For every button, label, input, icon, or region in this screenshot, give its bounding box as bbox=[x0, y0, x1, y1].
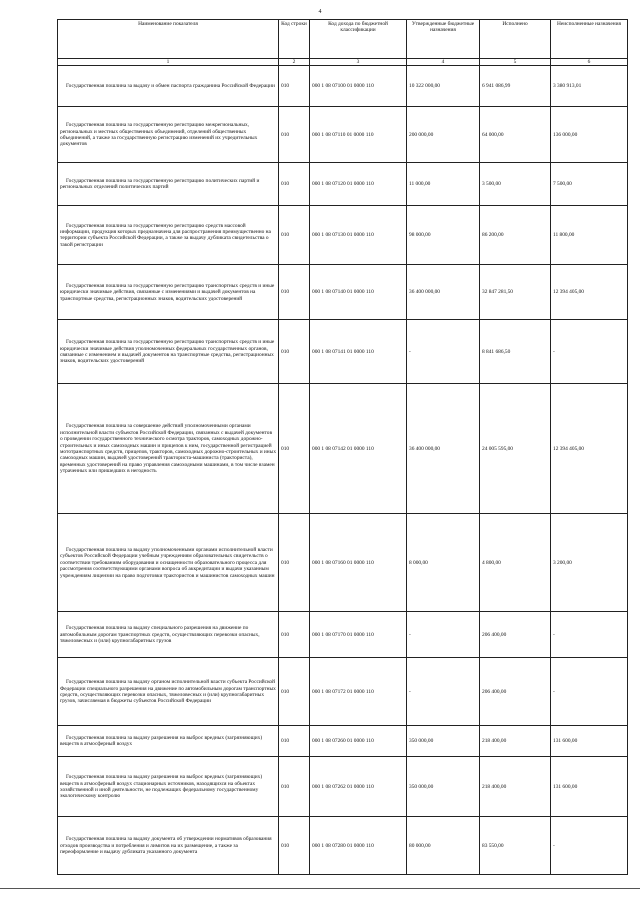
column-index: 3 bbox=[310, 59, 407, 66]
budget-execution-table bbox=[57, 19, 628, 875]
row-income-code: 000 1 08 07172 01 0000 110 bbox=[310, 658, 407, 726]
column-index: 4 bbox=[407, 59, 480, 66]
row-name: Государственная пошлина за выдачу и обмен паспорта гражданина Российской Федерации bbox=[58, 66, 279, 107]
table-row bbox=[58, 265, 628, 320]
row-income-code: 000 1 08 07110 01 0000 110 bbox=[310, 107, 407, 163]
row-remaining: - bbox=[551, 658, 628, 726]
row-approved: 11 000,00 bbox=[407, 163, 480, 206]
row-executed: 206 400,00 bbox=[480, 612, 551, 658]
row-name: Государственная пошлина за выдачу органом исполнительной власти субъекта Российской Федерации специального разрешения на движение по автомобильным дорогам транспортных средств, осуществляющих перевозки опасных, тяжеловесных и (или) крупногабаритных грузов, зачисляемая в бюджеты субъектов Российской Федерации bbox=[58, 658, 279, 726]
row-remaining: 3 380 913,01 bbox=[551, 66, 628, 107]
row-name: Государственная пошлина за государственную регистрацию средств массовой информации, продукция которых предназначена для распространения преимущественно на территории субъекта Российской Федерации, а также за выдачу дубликата свидетельства о такой регистрации bbox=[58, 206, 279, 265]
table-row bbox=[58, 817, 628, 875]
row-approved: 80 000,00 bbox=[407, 817, 480, 875]
row-name: Государственная пошлина за выдачу уполномоченными органами исполнительной власти субъектов Российской Федерации учебным учреждениям образовательных свидетельств о соответствии требованиям оборудования и оснащенности образовательного процесса для рассмотрения соответствующими органами вопроса об аккредитации и выдачи указанным учреждениям лицензии на право подготовки трактористов и машинистов самоходных машин bbox=[58, 514, 279, 612]
column-header-remaining: Неисполненные назначения bbox=[551, 20, 628, 59]
table-row bbox=[58, 612, 628, 658]
row-remaining: 12 394 405,00 bbox=[551, 265, 628, 320]
row-line-code: 010 bbox=[279, 107, 310, 163]
row-income-code: 000 1 08 07280 01 0000 110 bbox=[310, 817, 407, 875]
row-name: Государственная пошлина за выдачу разрешения на выброс вредных (загрязняющих) веществ в атмосферный воздух стационарных источников, находящихся на объектах хозяйственной и иной деятельности, не подлежащих федеральному государственному экологическому контролю bbox=[58, 757, 279, 817]
row-executed: 4 800,00 bbox=[480, 514, 551, 612]
row-line-code: 010 bbox=[279, 817, 310, 875]
table-row bbox=[58, 726, 628, 757]
table-row bbox=[58, 66, 628, 107]
row-approved: 350 000,00 bbox=[407, 726, 480, 757]
row-income-code: 000 1 08 07160 01 0000 110 bbox=[310, 514, 407, 612]
column-index: 5 bbox=[480, 59, 551, 66]
row-line-code: 010 bbox=[279, 320, 310, 384]
bottom-divider bbox=[0, 888, 640, 889]
row-executed: 83 550,00 bbox=[480, 817, 551, 875]
column-header-approved: Утвержденные бюджетные назначения bbox=[407, 20, 480, 59]
row-income-code: 000 1 08 07140 01 0000 110 bbox=[310, 265, 407, 320]
row-line-code: 010 bbox=[279, 265, 310, 320]
row-line-code: 010 bbox=[279, 658, 310, 726]
column-index-row bbox=[58, 59, 628, 66]
column-header-income-code: Код дохода по бюджетной классификации bbox=[310, 20, 407, 59]
column-index: 6 bbox=[551, 59, 628, 66]
row-executed: 6 941 086,99 bbox=[480, 66, 551, 107]
row-line-code: 010 bbox=[279, 726, 310, 757]
row-remaining: 131 600,00 bbox=[551, 726, 628, 757]
row-name: Государственная пошлина за выдачу документа об утверждении нормативов образования отходов производства и потребления и лимитов на их размещение, а также за переоформление и выдачу дубликата указанного документа bbox=[58, 817, 279, 875]
row-line-code: 010 bbox=[279, 612, 310, 658]
row-executed: 218 400,00 bbox=[480, 757, 551, 817]
row-remaining: 7 500,00 bbox=[551, 163, 628, 206]
table-row bbox=[58, 658, 628, 726]
row-approved: - bbox=[407, 658, 480, 726]
row-remaining: - bbox=[551, 320, 628, 384]
row-remaining: - bbox=[551, 817, 628, 875]
row-approved: - bbox=[407, 320, 480, 384]
row-income-code: 000 1 08 07141 01 0000 110 bbox=[310, 320, 407, 384]
row-executed: 24 005 595,00 bbox=[480, 384, 551, 514]
row-income-code: 000 1 08 07142 01 0000 110 bbox=[310, 384, 407, 514]
row-name: Государственная пошлина за выдачу специального разрешения на движение по автомобильным дорогам транспортных средств, осуществляющих перевозки опасных, тяжеловесных и (или) крупногабаритных грузов bbox=[58, 612, 279, 658]
table-row bbox=[58, 757, 628, 817]
row-name: Государственная пошлина за государственную регистрацию транспортных средств и иные юридически значимые действия, связанные с изменениями и выдачей документов на транспортные средства, регистрационных знаков, водительских удостоверений bbox=[58, 265, 279, 320]
row-approved: 10 322 000,00 bbox=[407, 66, 480, 107]
table-body bbox=[58, 66, 628, 875]
row-income-code: 000 1 08 07262 01 0000 110 bbox=[310, 757, 407, 817]
table-row bbox=[58, 206, 628, 265]
page-number: 4 bbox=[318, 9, 322, 15]
table-row bbox=[58, 163, 628, 206]
row-approved: 36 400 000,00 bbox=[407, 265, 480, 320]
row-line-code: 010 bbox=[279, 514, 310, 612]
row-approved: 8 000,00 bbox=[407, 514, 480, 612]
row-name: Государственная пошлина за государственную регистрацию межрегиональных, региональных и местных общественных объединений, отделений общественных объединений, а также за государственную регистрацию изменений их учредительных документов bbox=[58, 107, 279, 163]
row-line-code: 010 bbox=[279, 206, 310, 265]
row-line-code: 010 bbox=[279, 163, 310, 206]
row-executed: 64 000,00 bbox=[480, 107, 551, 163]
table-header-row bbox=[58, 20, 628, 59]
table-row bbox=[58, 107, 628, 163]
row-approved: - bbox=[407, 612, 480, 658]
row-income-code: 000 1 08 07170 01 0000 110 bbox=[310, 612, 407, 658]
row-executed: 206 400,00 bbox=[480, 658, 551, 726]
row-line-code: 010 bbox=[279, 757, 310, 817]
row-executed: 86 200,00 bbox=[480, 206, 551, 265]
row-income-code: 000 1 08 07100 01 0000 110 bbox=[310, 66, 407, 107]
row-approved: 200 000,00 bbox=[407, 107, 480, 163]
row-remaining: 3 200,00 bbox=[551, 514, 628, 612]
row-name: Государственная пошлина за выдачу разрешения на выброс вредных (загрязняющих) веществ в атмосферный воздух bbox=[58, 726, 279, 757]
row-name: Государственная пошлина за государственную регистрацию транспортных средств и иные юридически значимые действия уполномоченных федеральных государственных органов, связанные с изменением и выдачей документов на транспортные средства, регистрационных знаков, водительских удостоверений bbox=[58, 320, 279, 384]
table-row bbox=[58, 514, 628, 612]
row-line-code: 010 bbox=[279, 66, 310, 107]
column-index: 1 bbox=[58, 59, 279, 66]
column-header-line-code: Код строки bbox=[279, 20, 310, 59]
row-approved: 350 000,00 bbox=[407, 757, 480, 817]
row-name: Государственная пошлина за совершение действий уполномоченными органами исполнительной власти субъектов Российской Федерации, связанных с выдачей документов о проведении государственного технического осмотра тракторов, самоходных дорожно-строительных и иных самоходных машин и прицепов к ним, государственной регистрацией мототранспортных средств, прицепов, тракторов, самоходных дорожно-строительных и иных самоходных машин, выдачей удостоверений тракториста-машиниста (тракториста), временных удостоверений на право управления самоходными машинами, в том числе взамен утраченных или пришедших в негодность bbox=[58, 384, 279, 514]
row-executed: 32 847 281,50 bbox=[480, 265, 551, 320]
row-remaining: 136 000,00 bbox=[551, 107, 628, 163]
table-row bbox=[58, 320, 628, 384]
row-remaining: 131 600,00 bbox=[551, 757, 628, 817]
row-income-code: 000 1 08 07120 01 0000 110 bbox=[310, 163, 407, 206]
row-income-code: 000 1 08 07130 01 0000 110 bbox=[310, 206, 407, 265]
column-header-name: Наименование показателя bbox=[58, 20, 279, 59]
row-name: Государственная пошлина за государственную регистрацию политических партий и региональных отделений политических партий bbox=[58, 163, 279, 206]
column-header-executed: Исполнено bbox=[480, 20, 551, 59]
row-line-code: 010 bbox=[279, 384, 310, 514]
row-approved: 98 000,00 bbox=[407, 206, 480, 265]
row-approved: 36 400 000,00 bbox=[407, 384, 480, 514]
column-index: 2 bbox=[279, 59, 310, 66]
row-executed: 8 841 686,50 bbox=[480, 320, 551, 384]
row-executed: 3 500,00 bbox=[480, 163, 551, 206]
row-remaining: - bbox=[551, 612, 628, 658]
row-income-code: 000 1 08 07260 01 0000 110 bbox=[310, 726, 407, 757]
row-remaining: 12 394 405,00 bbox=[551, 384, 628, 514]
table-row bbox=[58, 384, 628, 514]
row-remaining: 11 800,00 bbox=[551, 206, 628, 265]
row-executed: 218 400,00 bbox=[480, 726, 551, 757]
